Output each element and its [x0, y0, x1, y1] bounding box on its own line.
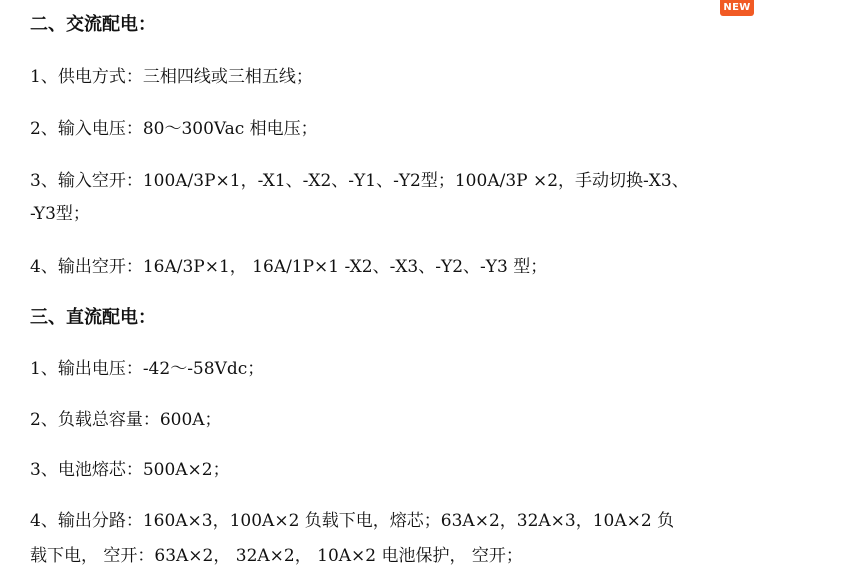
dc-item-1: 1、输出电压：-42～-58Vdc； — [30, 359, 265, 379]
dc-item-3: 3、电池熔芯：500A×2； — [30, 460, 230, 480]
ac-item-1: 1、供电方式：三相四线或三相五线； — [30, 67, 313, 87]
dc-item-4-continued: 载下电， 空开：63A×2， 32A×2， 10A×2 电池保护， 空开； — [30, 546, 523, 566]
dc-section-title: 三、直流配电： — [30, 307, 156, 328]
ac-item-4: 4、输出空开：16A/3P×1， 16A/1P×1 -X2、-X3、-Y2、-Y3 型； — [30, 257, 548, 277]
dc-item-2: 2、负载总容量：600A； — [30, 410, 222, 430]
ac-section-title: 二、交流配电： — [30, 14, 156, 35]
ac-item-3-continued: -Y3型； — [30, 204, 90, 224]
ac-item-3: 3、输入空开：100A/3P×1，-X1、-X2、-Y1、-Y2型；100A/3P ×2，手动切换-X3、 — [30, 171, 689, 191]
ac-item-2: 2、输入电压：80～300Vac 相电压； — [30, 119, 318, 139]
new-badge: NEW — [720, 0, 754, 16]
dc-item-4: 4、输出分路：160A×3，100A×2 负载下电，熔芯；63A×2，32A×3，10A×2 负 — [30, 511, 675, 531]
